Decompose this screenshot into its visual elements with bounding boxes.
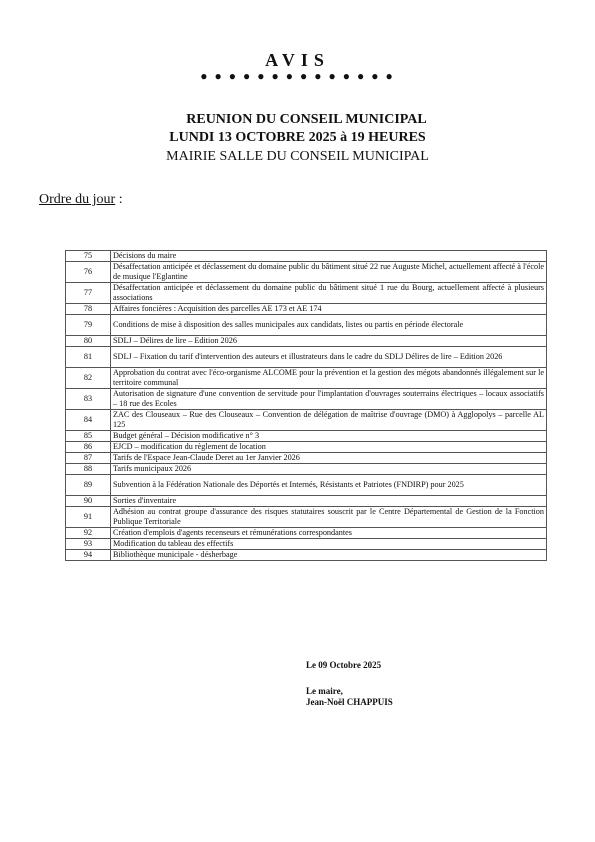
agenda-item-text: Tarifs de l'Espace Jean-Claude Deret au 1er Janvier 2026 [111, 453, 547, 464]
agenda-item-text: Autorisation de signature d'une convention de servitude pour l'implantation d'ouvrages souterrains électriques – locaux associatifs – 18 rue des Ecoles [111, 389, 547, 410]
meeting-date: LUNDI 13 OCTOBRE 2025 à 19 HEURES [169, 130, 426, 145]
agenda-heading-label: Ordre du jour [39, 192, 116, 207]
page-title: AVIS [265, 50, 330, 70]
agenda-row [66, 315, 547, 336]
agenda-row [66, 453, 547, 464]
agenda-item-text: Budget général – Décision modificative n° 3 [111, 431, 547, 442]
agenda-row [66, 389, 547, 410]
agenda-item-number: 85 [66, 431, 111, 442]
agenda-item-number: 84 [66, 410, 111, 431]
agenda-item-number: 90 [66, 496, 111, 507]
agenda-row [66, 464, 547, 475]
agenda-item-text: Création d'emplois d'agents recenseurs et rémunérations correspondantes [111, 528, 547, 539]
agenda-row [66, 368, 547, 389]
agenda-heading [39, 192, 123, 208]
agenda-heading-colon: : [115, 192, 123, 207]
agenda-item-number: 87 [66, 453, 111, 464]
agenda-row [66, 550, 547, 561]
agenda-item-text: Subvention à la Fédération Nationale des Déportés et Internés, Résistants et Patriotes (FNDIRP) pour 2025 [111, 475, 547, 496]
agenda-row [66, 410, 547, 431]
agenda-item-number: 86 [66, 442, 111, 453]
agenda-item-number: 92 [66, 528, 111, 539]
agenda-item-text: SDLJ – Délires de lire – Edition 2026 [111, 336, 547, 347]
meeting-location: MAIRIE SALLE DU CONSEIL MUNICIPAL [166, 149, 429, 164]
agenda-item-text: Approbation du contrat avec l'éco-organisme ALCOME pour la prévention et la gestion des mégots abandonnés illégalement sur le territoire communal [111, 368, 547, 389]
agenda-item-number: 82 [66, 368, 111, 389]
agenda-item-text: Bibliothèque municipale - désherbage [111, 550, 547, 561]
agenda-row [66, 304, 547, 315]
agenda-item-text: Conditions de mise à disposition des salles municipales aux candidats, listes ou partis en période électorale [111, 315, 547, 336]
agenda-row [66, 283, 547, 304]
agenda-item-text: Adhésion au contrat groupe d'assurance des risques statutaires souscrit par le Centre Départemental de Gestion de la Fonction Publique Territoriale [111, 507, 547, 528]
agenda-item-text: SDLJ – Fixation du tarif d'intervention des auteurs et illustrateurs dans le cadre du SDLJ Délires de lire – Edition 2026 [111, 347, 547, 368]
agenda-item-number: 81 [66, 347, 111, 368]
agenda-row [66, 442, 547, 453]
agenda-item-number: 93 [66, 539, 111, 550]
agenda-item-number: 89 [66, 475, 111, 496]
agenda-item-text: Sorties d'inventaire [111, 496, 547, 507]
agenda-item-text: Désaffectation anticipée et déclassement du domaine public du bâtiment situé 22 rue Auguste Michel, actuellement affecté à l'école de musique l'Eglantine [111, 262, 547, 283]
signature-date: Le 09 Octobre 2025 [306, 660, 382, 670]
agenda-item-number: 76 [66, 262, 111, 283]
agenda-item-number: 75 [66, 251, 111, 262]
agenda-table [65, 250, 547, 561]
agenda-item-text: Tarifs municipaux 2026 [111, 464, 547, 475]
agenda-item-number: 88 [66, 464, 111, 475]
meeting-title: REUNION DU CONSEIL MUNICIPAL [186, 112, 427, 127]
agenda-item-number: 91 [66, 507, 111, 528]
signature-role: Le maire, [306, 686, 343, 696]
agenda-item-text: Désaffectation anticipée et déclassement du domaine public du bâtiment situé 1 rue du Bourg, actuellement affecté à plusieurs associations [111, 283, 547, 304]
agenda-item-text: Décisions du maire [111, 251, 547, 262]
agenda-item-number: 80 [66, 336, 111, 347]
agenda-item-text: EJCD – modification du règlement de location [111, 442, 547, 453]
agenda-item-number: 79 [66, 315, 111, 336]
agenda-row [66, 262, 547, 283]
agenda-item-text: Modification du tableau des effectifs [111, 539, 547, 550]
agenda-row [66, 251, 547, 262]
agenda-table-body [66, 251, 547, 561]
agenda-row [66, 336, 547, 347]
agenda-row [66, 475, 547, 496]
agenda-item-text: ZAC des Clouseaux – Rue des Clouseaux – Convention de délégation de maîtrise d'ouvrage (DMO) à Agglopolys – parcelle AL 125 [111, 410, 547, 431]
agenda-item-text: Affaires foncières : Acquisition des parcelles AE 173 et AE 174 [111, 304, 547, 315]
agenda-row [66, 347, 547, 368]
agenda-item-number: 83 [66, 389, 111, 410]
agenda-row [66, 507, 547, 528]
agenda-row [66, 431, 547, 442]
signature-name: Jean-Noël CHAPPUIS [306, 697, 393, 707]
agenda-row [66, 528, 547, 539]
title-separator: ● ● ● ● ● ● ● ● ● ● ● ● ● ● [200, 69, 395, 83]
agenda-item-number: 94 [66, 550, 111, 561]
agenda-item-number: 78 [66, 304, 111, 315]
agenda-row [66, 539, 547, 550]
agenda-item-number: 77 [66, 283, 111, 304]
agenda-row [66, 496, 547, 507]
